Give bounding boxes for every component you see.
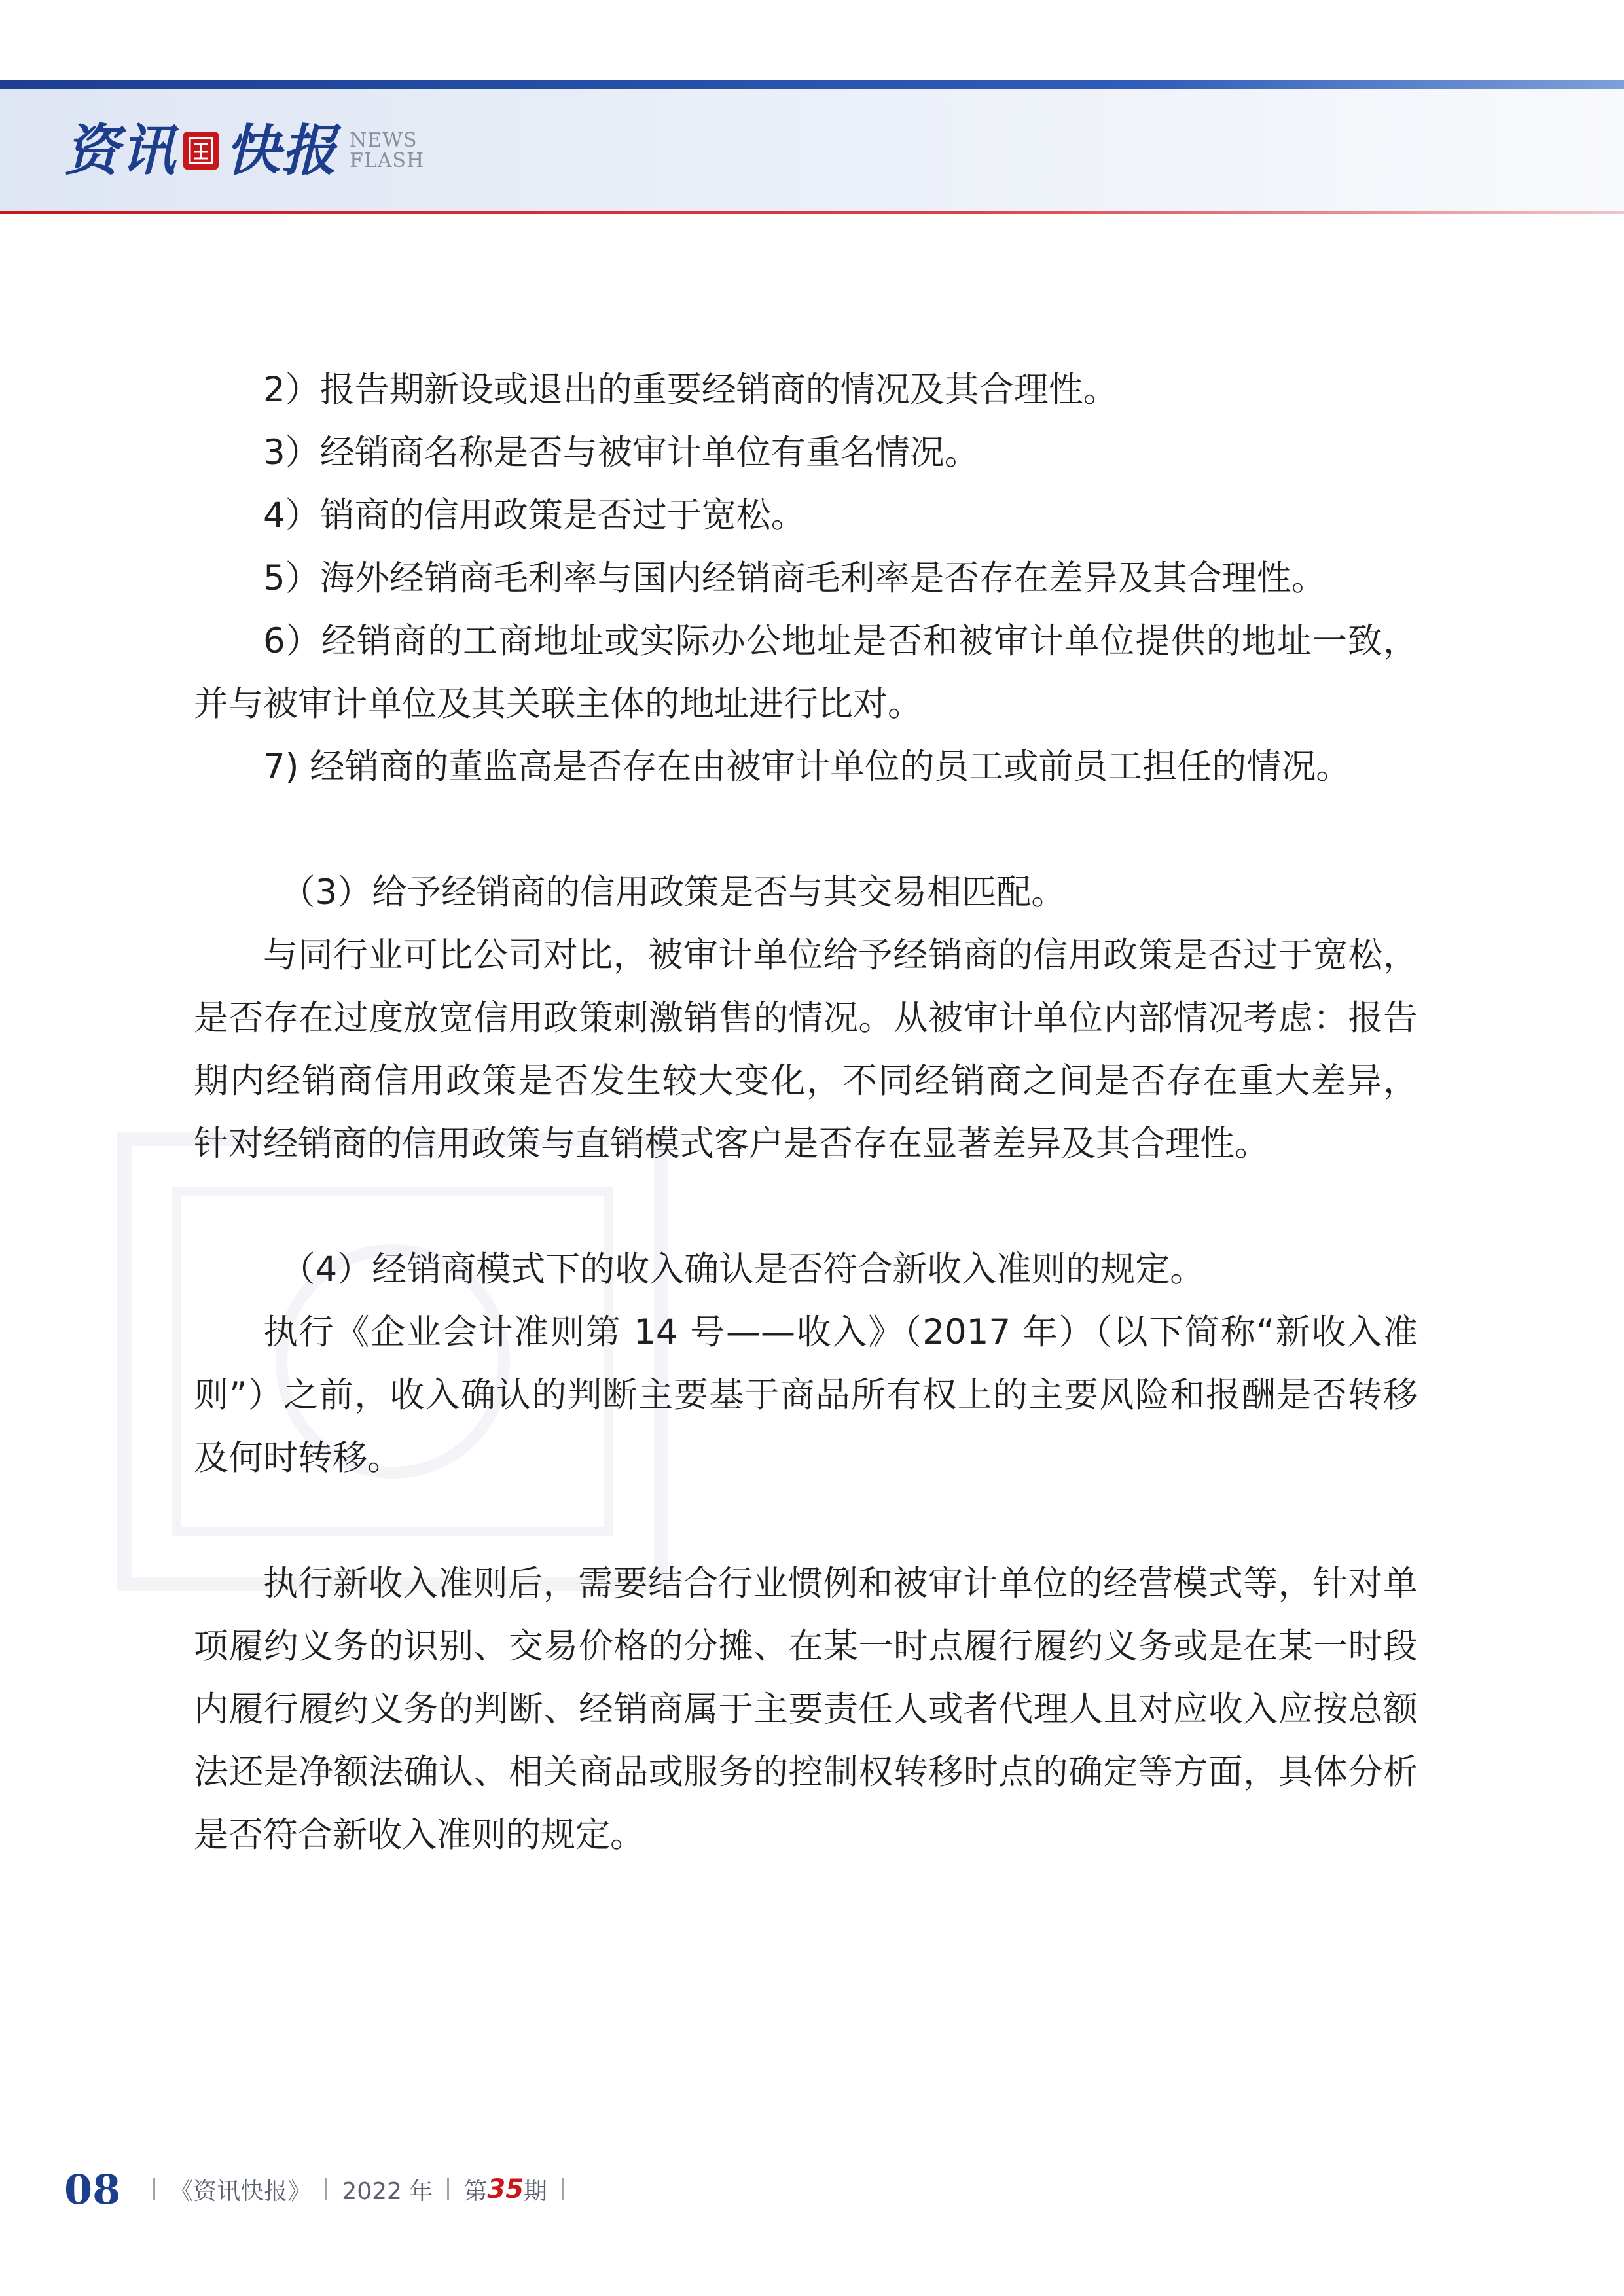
section-4-heading: （4）经销商模式下的收入确认是否符合新收入准则的规定。: [280, 1249, 1205, 1289]
issue-number: 35: [487, 2174, 524, 2204]
list-item: 2）报告期新设或退出的重要经销商的情况及其合理性。: [263, 370, 1118, 410]
logo-word-left: 资讯: [64, 118, 177, 183]
page-number: 08: [64, 2165, 121, 2214]
footer-separator: [562, 2178, 564, 2200]
section-4-body-2: 执行新收入准则后，需要结合行业惯例和被审计单位的经营模式等，针对单项履约义务的识别、交易价格的分摊、在某一时点履行履约义务或是在某一时段内履行履约义务的判断、经销商属于主要责任人或者代理人且对应收入应按总额法还是净额法确认、相关商品或服务的控制权转移时点的确定等方面，具体分析是否符合新收入准则的规定。: [194, 1564, 1418, 1855]
paragraph-gap: [194, 1490, 1418, 1552]
paragraph-gap: [194, 1175, 1418, 1238]
section-3-heading: （3）给予经销商的信用政策是否与其交易相匹配。: [280, 872, 1066, 912]
logo-word-right: 快报: [225, 118, 338, 183]
footer-separator: [325, 2178, 327, 2200]
logo-subtitle: [350, 130, 424, 171]
list-item: 5）海外经销商毛利率与国内经销商毛利率是否存在差异及其合理性。: [263, 558, 1326, 598]
footer-separator: [153, 2178, 155, 2200]
article-body: [194, 359, 1418, 1867]
section-4-body-1: 执行《企业会计准则第 14 号——收入》（2017 年）（以下简称“新收入准则”）之前，收入确认的判断主要基于商品所有权上的主要风险和报酬是否转移及何时转移。: [194, 1312, 1418, 1478]
footer-separator: [447, 2178, 449, 2200]
publication-name: 《资讯快报》: [170, 2178, 312, 2205]
list-item: 3）经销商名称是否与被审计单位有重名情况。: [263, 433, 979, 473]
paragraph-gap: [194, 798, 1418, 861]
header-top-bar: [0, 80, 1624, 89]
list-item: 7) 经销商的董监高是否存在由被审计单位的员工或前员工担任的情况。: [263, 747, 1351, 787]
list-item: 4）销商的信用政策是否过于宽松。: [263, 495, 806, 535]
list-item: 6）经销商的工商地址或实际办公地址是否和被审计单位提供的地址一致，并与被审计单位及其关联主体的地址进行比对。: [194, 621, 1418, 724]
seal-icon: [183, 132, 219, 170]
issue-suffix: 期: [524, 2178, 548, 2205]
header-red-rule: [0, 211, 1624, 214]
page-footer: [64, 2160, 578, 2219]
section-3-body: 与同行业可比公司对比，被审计单位给予经销商的信用政策是否过于宽松，是否存在过度放宽信用政策刺激销售的情况。从被审计单位内部情况考虑：报告期内经销商信用政策是否发生较大变化，不同经销商之间是否存在重大差异， 针对经销商的信用政策与直销模式客户是否存在显著差异及其合理性。: [194, 935, 1418, 1164]
logo-sub-flash: FLASH: [350, 149, 425, 172]
issue-prefix: 第: [463, 2178, 488, 2205]
logo-sub-news: NEWS: [350, 128, 418, 152]
masthead-logo: [64, 111, 424, 190]
publication-year: 2022 年: [342, 2178, 433, 2205]
